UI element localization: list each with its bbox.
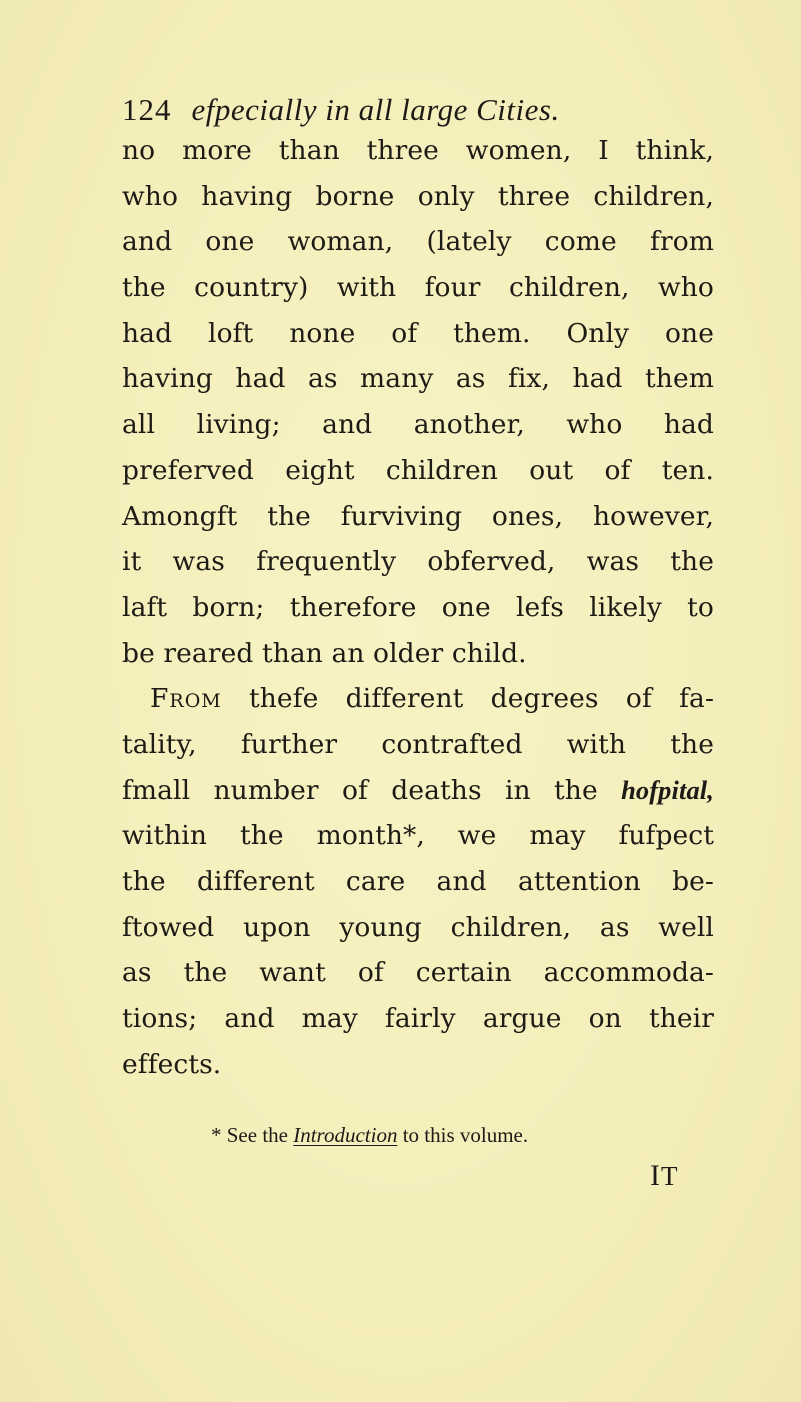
catchword-rest: T [661, 1161, 679, 1191]
text-line: be reared than an older child. [122, 637, 527, 669]
page-number: 124 [122, 92, 172, 127]
text-line: tions; and may fairly argue on their [122, 1003, 714, 1035]
text-line: laft born; therefore one lefs likely to [122, 591, 714, 623]
body-text [122, 128, 714, 1087]
footnote-marker: * [211, 1123, 222, 1147]
text-line: ftowed upon young children, as well [122, 911, 714, 943]
footnote-text: to this volume. [402, 1123, 529, 1147]
text-line-with-italic [122, 768, 714, 814]
catchword [650, 1156, 679, 1196]
running-head [122, 88, 682, 132]
text-line: all living; and another, who had [122, 409, 714, 441]
text-line: having had as many as fix, had them [122, 363, 714, 395]
text-line: Amongft the furviving ones, however, [122, 500, 714, 532]
text-line: effects. [122, 1048, 222, 1080]
text-fragment: fmall number of deaths in the [122, 774, 622, 806]
text-line: within the month*, we may fufpect [122, 820, 714, 852]
text-line: tality, further contrafted with the [122, 728, 714, 760]
text-line: and one woman, (lately come from [122, 226, 714, 258]
paragraph-opening-line [122, 676, 714, 722]
text-line: as the want of certain accommoda- [122, 957, 714, 989]
catchword-initial: I [650, 1159, 661, 1192]
italic-word: hofpital, [621, 774, 714, 805]
text-line: had loft none of them. Only one [122, 317, 714, 349]
text-line: the different care and attention be- [122, 866, 714, 897]
footnote-italic-reference: Introduction [293, 1123, 398, 1147]
footnote [211, 1120, 691, 1150]
paragraph-initial-word: From [150, 683, 222, 715]
text-line: who having borne only three children, [122, 180, 714, 212]
running-title: efpecially in all large Cities. [191, 92, 560, 127]
text-line: the country) with four children, who [122, 272, 714, 304]
text-fragment: thefe different degrees of fa- [221, 683, 714, 715]
text-line: it was frequently obferved, was the [122, 546, 714, 578]
text-line: preferved eight children out of ten. [122, 454, 714, 486]
footnote-text: See the [226, 1123, 288, 1147]
text-line: no more than three women, I think, [122, 135, 714, 166]
